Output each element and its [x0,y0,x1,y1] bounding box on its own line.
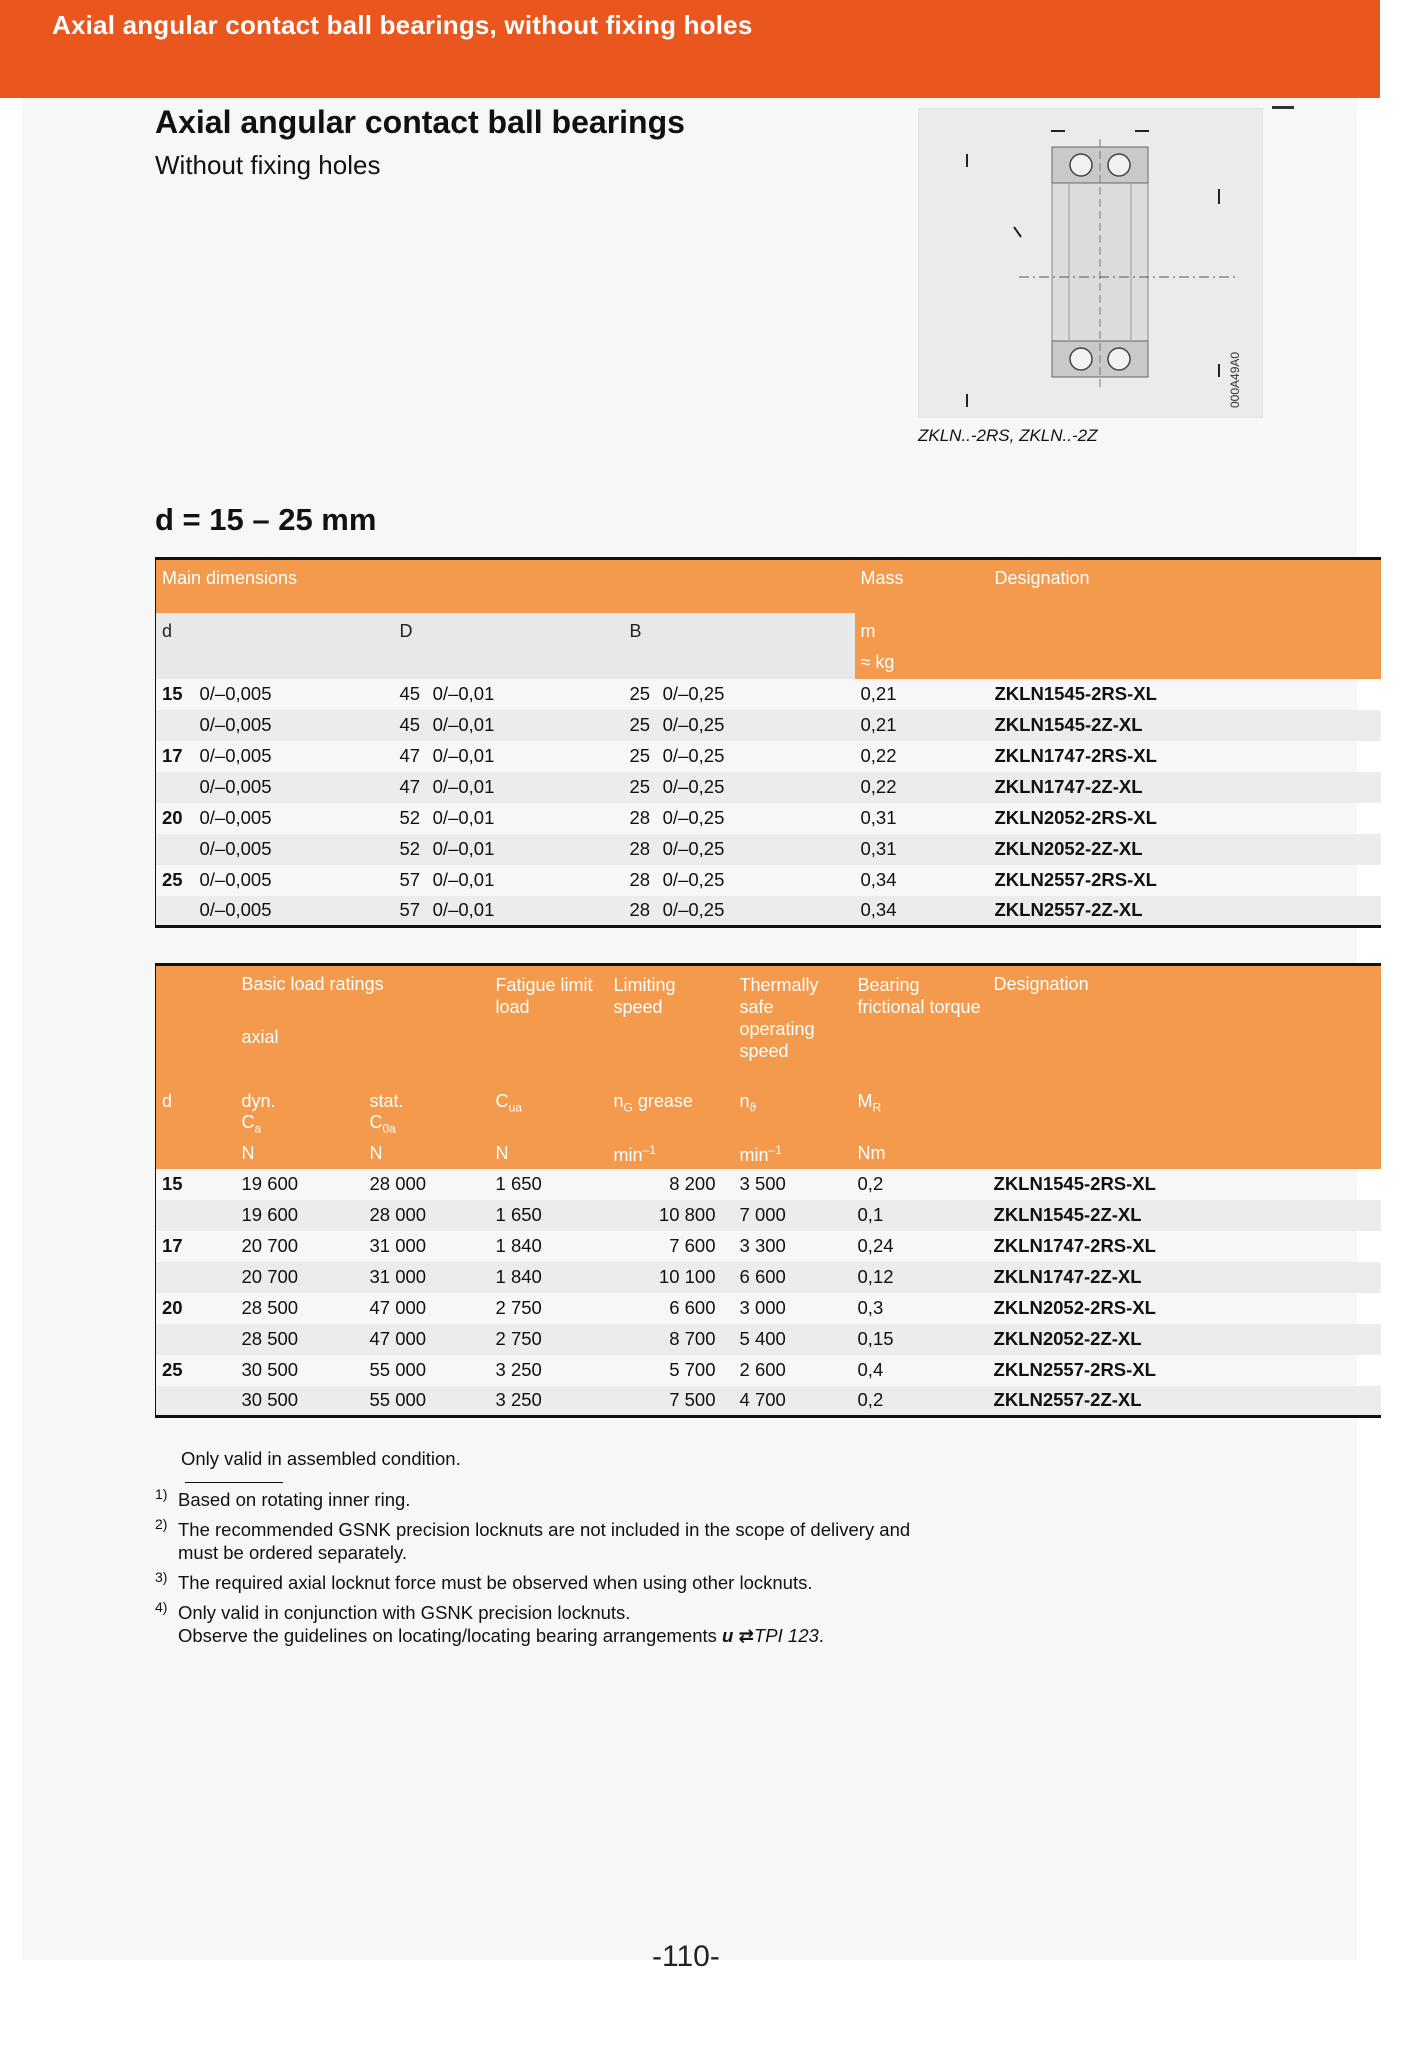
cell-D [394,834,624,865]
cell-D-value: 47 [399,745,421,766]
cell-B-tolerance: 0/–0,25 [662,807,725,828]
cell-nb: 3 000 [739,1297,786,1318]
cell-B [624,679,855,710]
table-row [156,1293,1381,1324]
basic-load-label: Basic load ratings [241,974,384,994]
cell-d: 20 [162,807,183,828]
dimensions-table [155,557,1381,928]
cell-designation: ZKLN1747-2RS-XL [994,745,1157,766]
unit-blank [156,1137,236,1169]
cell-stat: 47 000 [364,1324,490,1355]
col-d-header: d [156,1083,236,1137]
load-ratings-body [156,1169,1381,1417]
cell-d [156,772,194,803]
blank-header [156,965,236,1083]
table-row [156,1169,1381,1200]
cell-nb: 4 700 [734,1386,852,1417]
cell-B-tolerance: 0/–0,25 [662,838,725,859]
cell-designation: ZKLN2052-2Z-XL [988,1324,1381,1355]
cell-D-tolerance: 0/–0,01 [432,838,495,859]
table-row [156,1386,1381,1417]
cell-nb: 6 600 [734,1262,852,1293]
footnote-1-mark: 1) [155,1486,168,1502]
unit-ng [608,1137,734,1169]
cell-designation: ZKLN1545-2RS-XL [993,1173,1156,1194]
cell-D [394,896,624,927]
table-unit-row [156,1137,1381,1169]
cell-B [624,803,855,834]
cell-D [394,741,624,772]
cell-d-tolerance: 0/–0,005 [199,869,272,890]
cell-D-tolerance: 0/–0,01 [432,899,495,921]
cell-mass: 0,22 [855,772,989,803]
cell-dyn: 19 600 [236,1200,364,1231]
cell-mr: 0,12 [852,1262,988,1293]
cell-d [156,1262,236,1293]
assembled-note: Only valid in assembled condition. [181,1448,461,1469]
cell-mr: 0,24 [857,1235,894,1256]
bore-range-heading: d = 15 – 25 mm [155,502,377,537]
ng-tail: grease [632,1090,693,1111]
footnote-3 [155,1571,955,1594]
unit-nb [734,1137,852,1169]
unit-nb-min: min [739,1144,769,1165]
footnote-1-text: Based on rotating inner ring. [178,1489,411,1510]
col-mr-header [852,1083,988,1137]
col-m-header [855,613,989,679]
col-d-header: d [156,613,394,679]
cell-mr: 0,2 [852,1386,988,1417]
cell-designation: ZKLN1747-2Z-XL [988,1262,1381,1293]
cell-mr: 0,15 [852,1324,988,1355]
cell-D-value: 52 [399,807,421,828]
col-nb-header [734,1083,852,1137]
footnote-2-mark: 2) [155,1516,168,1532]
cell-cu: 1 650 [495,1173,542,1194]
unit-cu: N [490,1137,608,1169]
col-designation-blank [988,1083,1381,1137]
cell-nb: 5 400 [734,1324,852,1355]
footnote-4-end: . [818,1625,824,1646]
cell-B-value: 25 [629,776,651,797]
cell-ng: 8 200 [669,1173,716,1194]
cell-B-value: 28 [629,807,651,828]
cell-d-tolerance: 0/–0,005 [199,807,272,828]
cell-D [394,772,624,803]
cell-D-tolerance: 0/–0,01 [432,745,495,766]
footnote-2-text: The recommended GSNK precision locknuts are not included in the scope of delivery and must be ordered separately. [178,1519,911,1563]
footnote-rule [185,1482,283,1483]
cell-d [156,896,194,927]
axial-label: axial [241,1027,279,1047]
cell-stat: 31 000 [369,1235,427,1256]
cell-B-tolerance: 0/–0,25 [662,745,725,766]
header-title: Axial angular contact ball bearings, without fixing holes [52,10,753,40]
main-dimensions-header: Main dimensions [156,559,855,613]
cell-d: 17 [162,745,183,766]
designation-header: Designation [989,559,1381,613]
cell-nb: 2 600 [739,1359,786,1380]
footnote-2 [155,1518,955,1564]
cell-nb: 3 500 [739,1173,786,1194]
cell-B [624,896,855,927]
cell-d-tolerance: 0/–0,005 [194,710,394,741]
cell-mass: 0,21 [855,710,989,741]
col-ng-header [608,1083,734,1137]
cell-ng: 6 600 [669,1297,716,1318]
cell-designation: ZKLN2557-2RS-XL [993,1359,1156,1380]
cell-D-value: 45 [399,683,421,704]
cell-designation: ZKLN2557-2RS-XL [994,869,1157,890]
stat-label: stat. [369,1090,404,1111]
cell-D [394,710,624,741]
cell-mass: 0,22 [860,745,897,766]
header-band [0,0,1380,98]
table-row [156,772,1381,803]
cell-nb: 7 000 [734,1200,852,1231]
cell-dyn: 20 700 [241,1235,299,1256]
cell-designation: ZKLN1545-2Z-XL [989,710,1381,741]
cell-stat: 47 000 [369,1297,427,1318]
cell-ng: 5 700 [669,1359,716,1380]
cell-d-tolerance: 0/–0,005 [194,772,394,803]
cell-d: 20 [162,1297,183,1318]
cell-stat: 28 000 [364,1200,490,1231]
cell-d: 25 [162,869,183,890]
stat-symbol-sub: 0a [382,1121,396,1136]
fatigue-header: Fatigue limit load [490,965,608,1083]
nb-sub: ϑ [749,1100,757,1115]
cell-cu: 3 250 [495,1359,542,1380]
footnotes [155,1488,955,1654]
cell-d: 15 [162,1173,183,1194]
nb-symbol: n [739,1090,750,1111]
col-cu-header [490,1083,608,1137]
table-row [156,1324,1381,1355]
table-header-row [156,965,1381,1083]
cell-mass: 0,31 [860,807,897,828]
footnote-4-mark: 4) [155,1599,168,1615]
cell-dyn: 20 700 [236,1262,364,1293]
col-m-unit: ≈ kg [860,651,895,672]
cell-mass: 0,34 [860,869,897,890]
cell-designation: ZKLN1747-2RS-XL [993,1235,1156,1256]
cell-d-tolerance: 0/–0,005 [194,834,394,865]
cell-B [624,772,855,803]
cell-mr: 0,3 [857,1297,884,1318]
unit-ng-exp: –1 [642,1142,656,1157]
cell-D-value: 47 [399,776,421,797]
cell-D-tolerance: 0/–0,01 [432,807,495,828]
table-row [156,1355,1381,1386]
unit-designation-blank [988,1137,1381,1169]
cell-designation: ZKLN2052-2RS-XL [994,807,1157,828]
unit-nb-exp: –1 [768,1142,782,1157]
cell-dyn: 30 500 [241,1359,299,1380]
cell-ng: 7 600 [669,1235,716,1256]
cell-stat: 28 000 [369,1173,427,1194]
table-row [156,679,1381,710]
cell-d [156,710,194,741]
corner-mark [1272,106,1294,109]
col-D-header: D [394,613,624,679]
cell-ng: 10 800 [608,1200,734,1231]
cell-cu: 3 250 [490,1386,608,1417]
ng-sub: G [623,1100,633,1115]
limiting-speed-header: Limiting speed [608,965,734,1083]
unit-mr: Nm [852,1137,988,1169]
stat-symbol-letter: C [369,1111,383,1132]
drawing-code: 000A49A0 [1228,351,1242,408]
cell-B-value: 25 [629,683,651,704]
reference-arrow-icon: u ⇄ [722,1625,754,1646]
cell-D [394,679,624,710]
dyn-symbol [242,1112,358,1136]
cell-stat: 55 000 [364,1386,490,1417]
thermal-speed-header: Thermally safe operating speed [734,965,852,1083]
cell-stat: 55 000 [369,1359,427,1380]
cell-B [624,710,855,741]
cell-B-value: 28 [629,869,651,890]
cell-d-tolerance: 0/–0,005 [194,896,394,927]
unit-dyn: N [236,1137,364,1169]
cell-B-tolerance: 0/–0,25 [662,869,725,890]
cell-mass: 0,21 [860,683,897,704]
cell-B-value: 28 [629,838,651,859]
cu-symbol: C [495,1090,509,1111]
cell-B [624,741,855,772]
cell-designation: ZKLN2557-2Z-XL [989,896,1381,927]
cell-ng: 8 700 [608,1324,734,1355]
cell-d [156,1386,236,1417]
stat-symbol [370,1112,484,1136]
mr-sub: R [872,1100,882,1115]
cell-dyn: 28 500 [236,1324,364,1355]
table-row [156,865,1381,896]
cell-D-tolerance: 0/–0,01 [432,714,495,735]
cell-cu: 2 750 [495,1297,542,1318]
page-title: Axial angular contact ball bearings [155,104,685,140]
cell-D-value: 52 [399,838,421,859]
cell-D-value: 57 [399,899,421,921]
cell-cu: 1 650 [490,1200,608,1231]
bearing-section-image [919,109,1264,419]
unit-ng-min: min [613,1144,643,1165]
footnote-3-mark: 3) [155,1569,168,1585]
cell-ng: 10 100 [608,1262,734,1293]
basic-load-header [236,965,490,1083]
cell-cu: 2 750 [490,1324,608,1355]
cell-designation: ZKLN1545-2RS-XL [994,683,1157,704]
cell-designation: ZKLN1545-2Z-XL [988,1200,1381,1231]
dimensions-body [156,679,1381,927]
cell-d [156,834,194,865]
footnote-4-reference[interactable]: TPI 123 [754,1625,819,1646]
cell-stat: 31 000 [364,1262,490,1293]
table-row [156,834,1381,865]
cell-B-tolerance: 0/–0,25 [662,714,725,735]
footnote-4 [155,1601,955,1647]
table-header-row [156,559,1381,613]
designation-header: Designation [988,965,1381,1083]
cell-d: 15 [162,683,183,704]
col-dyn-header [236,1083,364,1137]
cell-mass: 0,31 [855,834,989,865]
col-m-label: m [860,620,876,641]
cell-designation: ZKLN2052-2Z-XL [989,834,1381,865]
cell-D-tolerance: 0/–0,01 [432,683,495,704]
cell-nb: 3 300 [739,1235,786,1256]
footnote-3-text: The required axial locknut force must be observed when using other locknuts. [178,1572,813,1593]
table-row [156,803,1381,834]
table-row [156,1200,1381,1231]
dyn-symbol-letter: C [241,1111,255,1132]
footnote-1 [155,1488,955,1511]
cell-B-value: 25 [629,714,651,735]
cell-D [394,865,624,896]
cell-d-tolerance: 0/–0,005 [199,683,272,704]
load-ratings-table [155,963,1381,1418]
cell-mr: 0,4 [857,1359,884,1380]
frictional-torque-header: Bearing frictional torque [852,965,988,1083]
cell-mass: 0,34 [855,896,989,927]
cell-D-tolerance: 0/–0,01 [432,869,495,890]
cell-cu: 1 840 [495,1235,542,1256]
cell-mr: 0,1 [852,1200,988,1231]
table-row [156,1262,1381,1293]
cell-d [156,1200,236,1231]
cu-sub: ua [508,1100,522,1115]
cell-B-value: 25 [629,745,651,766]
cell-B [624,834,855,865]
cell-designation: ZKLN2557-2Z-XL [988,1386,1381,1417]
cell-designation: ZKLN1747-2Z-XL [989,772,1381,803]
col-stat-header [364,1083,490,1137]
cell-designation: ZKLN2052-2RS-XL [993,1297,1156,1318]
footnote-4-text: Only valid in conjunction with GSNK precision locknuts. [178,1602,631,1623]
cell-d: 17 [162,1235,183,1256]
table-subheader-row [156,613,1381,679]
bearing-drawing [918,108,1263,418]
cell-d: 25 [162,1359,183,1380]
cell-ng: 7 500 [608,1386,734,1417]
cell-B-value: 28 [629,899,651,921]
cell-D [394,803,624,834]
table-row [156,710,1381,741]
mr-symbol: M [857,1090,873,1111]
cell-D-tolerance: 0/–0,01 [432,776,495,797]
drawing-caption: ZKLN..-2RS, ZKLN..-2Z [918,426,1098,445]
unit-stat: N [364,1137,490,1169]
footnote-4-guideline: Observe the guidelines on locating/locating bearing arrangements [178,1625,717,1646]
cell-D-value: 45 [399,714,421,735]
ng-symbol: n [613,1090,624,1111]
col-B-header: B [624,613,855,679]
table-row [156,741,1381,772]
cell-cu: 1 840 [490,1262,608,1293]
cell-D-value: 57 [399,869,421,890]
cell-B-tolerance: 0/–0,25 [662,899,725,921]
cell-dyn: 19 600 [241,1173,299,1194]
cell-d [156,1324,236,1355]
col-designation-blank [989,613,1381,679]
table-row [156,896,1381,927]
table-row [156,1231,1381,1262]
cell-B [624,865,855,896]
table-symbol-row [156,1083,1381,1137]
mass-header: Mass [855,559,989,613]
cell-d-tolerance: 0/–0,005 [199,745,272,766]
cell-dyn: 28 500 [241,1297,299,1318]
cell-B-tolerance: 0/–0,25 [662,776,725,797]
cell-B-tolerance: 0/–0,25 [662,683,725,704]
dyn-label: dyn. [241,1090,276,1111]
page-subtitle: Without fixing holes [155,150,381,180]
page-number: -110- [652,1940,720,1973]
dyn-symbol-sub: a [254,1121,262,1136]
cell-dyn: 30 500 [236,1386,364,1417]
cell-mr: 0,2 [857,1173,884,1194]
